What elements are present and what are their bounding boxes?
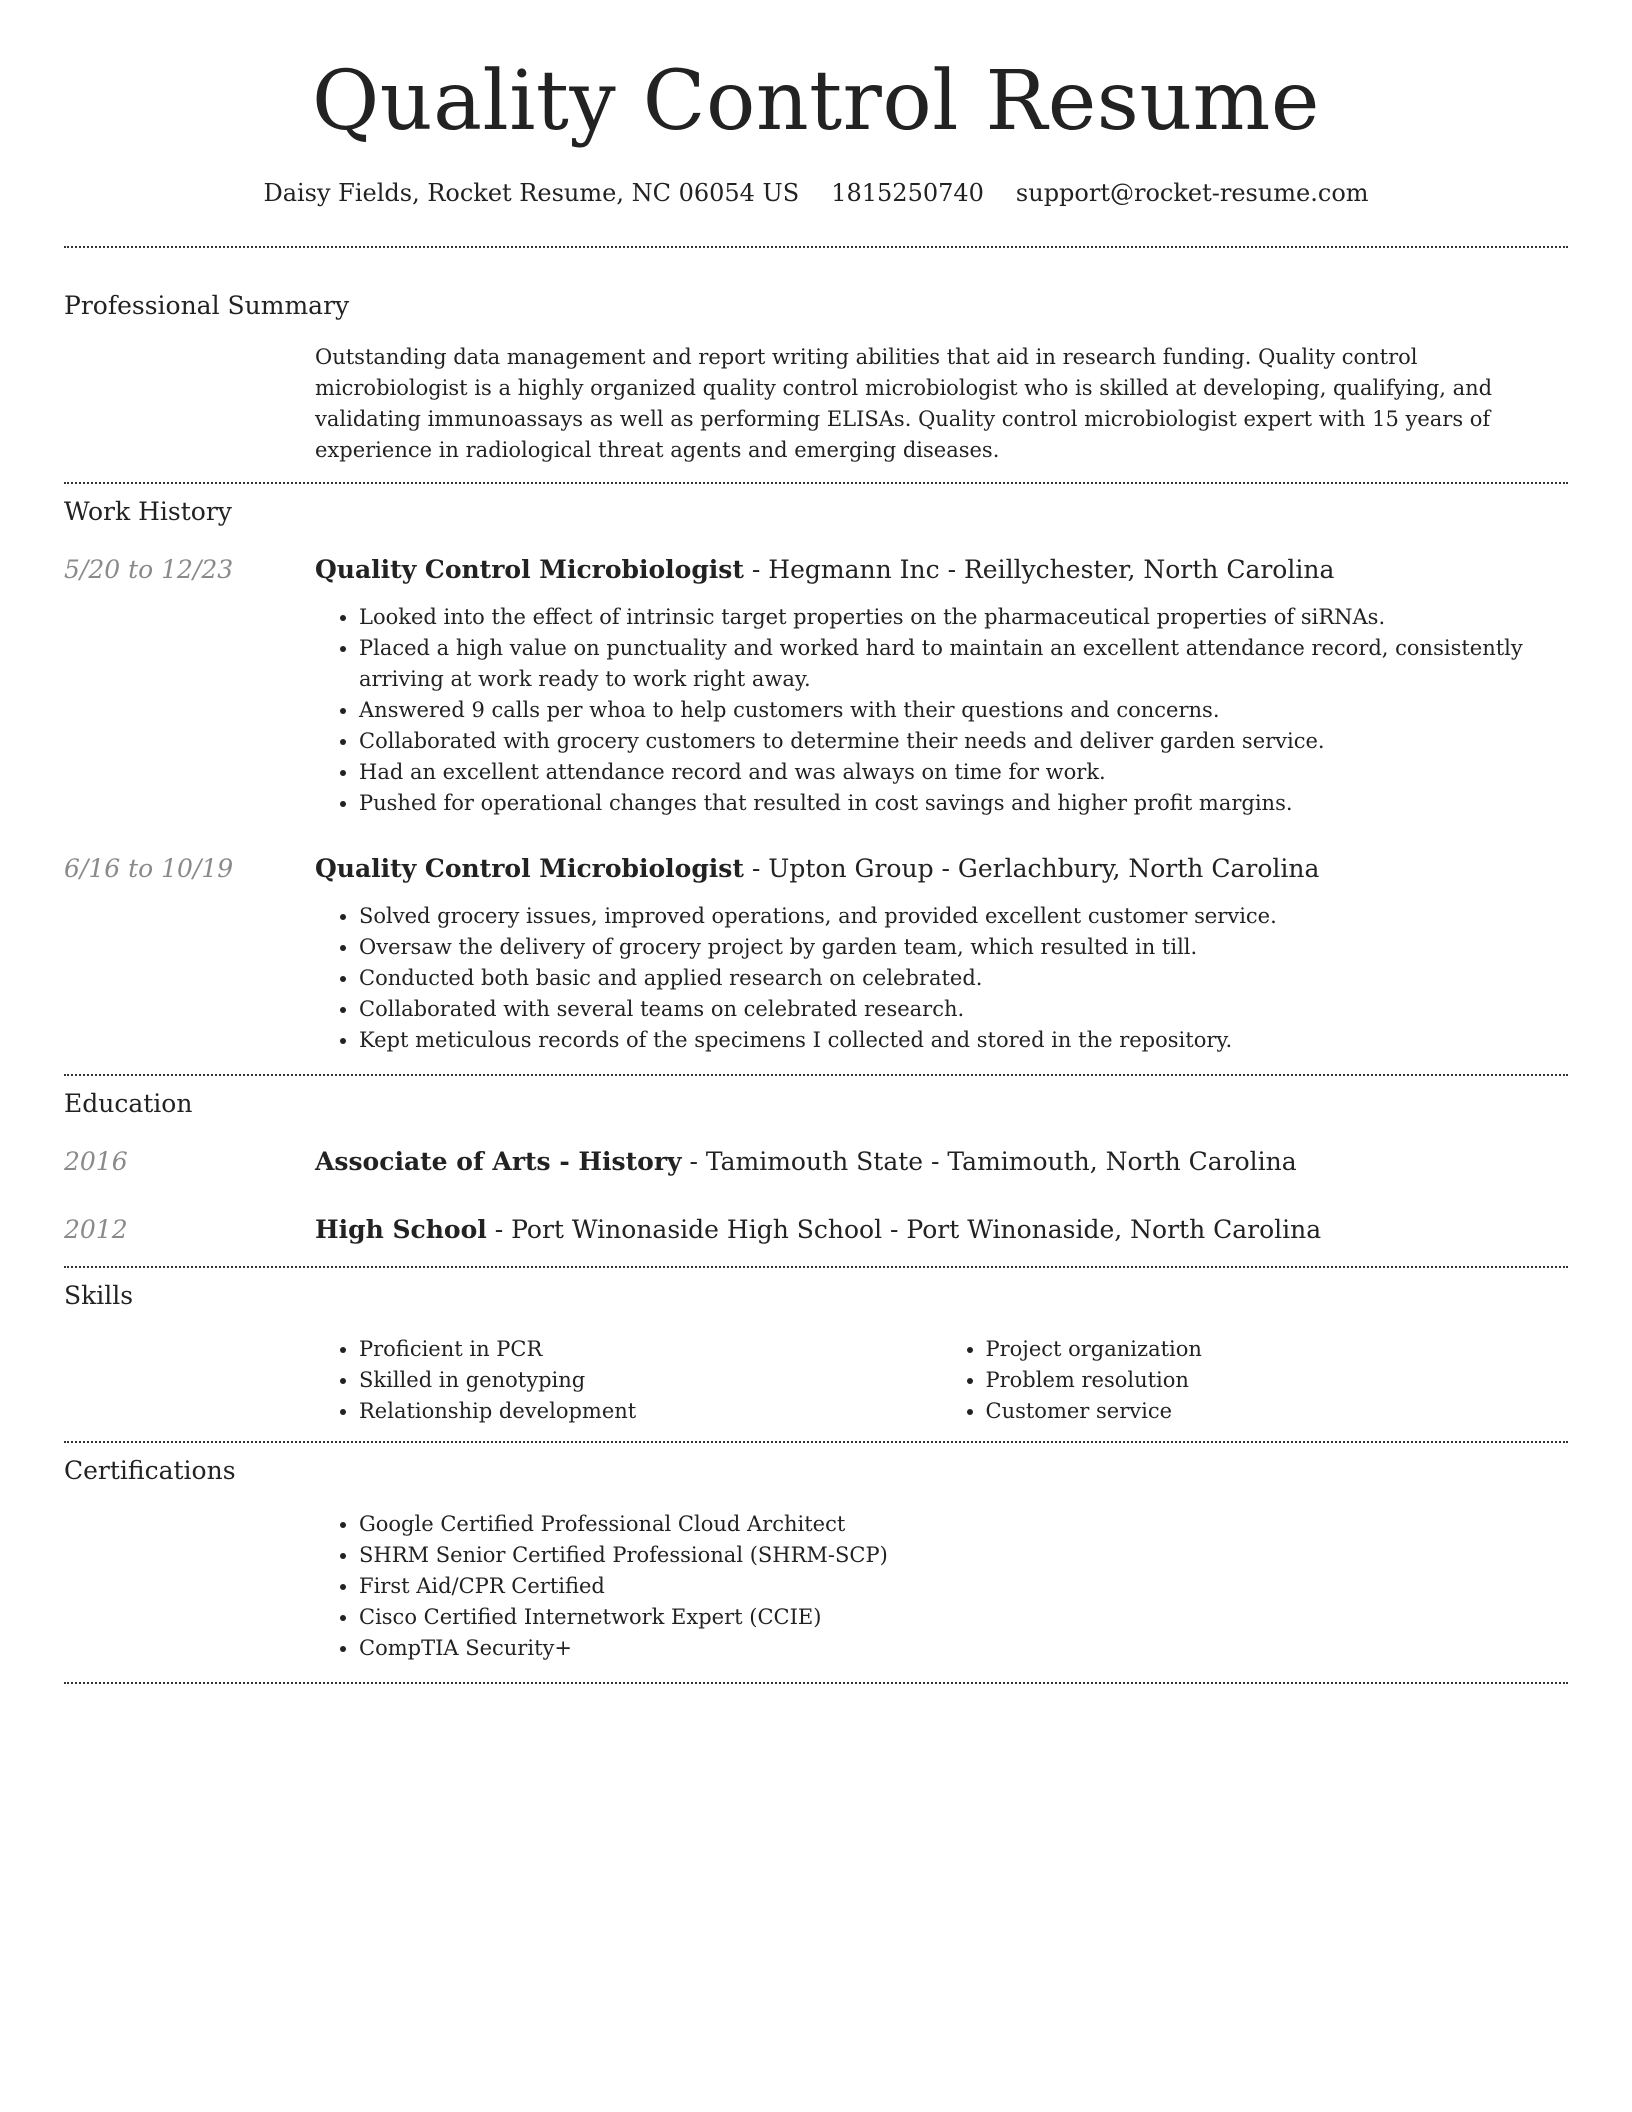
work-history-section: [64, 496, 1568, 1056]
list-item: • Proficient in PCR: [359, 1334, 942, 1365]
list-item: • First Aid/CPR Certified: [359, 1571, 1568, 1602]
education-section: [64, 1088, 1568, 1246]
work-history-heading: Work History: [64, 497, 232, 526]
education-entry: [64, 1146, 1568, 1178]
section-divider: [64, 1266, 1568, 1268]
job-title: Quality Control Microbiologist: [315, 555, 744, 584]
list-item: • Relationship development: [359, 1396, 942, 1427]
list-item: • Answered 9 calls per whoa to help customers with their questions and concerns.: [359, 695, 1568, 726]
section-divider: [64, 482, 1568, 484]
education-details: - Port Winonaside High School - Port Winonaside, North Carolina: [486, 1215, 1322, 1244]
list-item: • Kept meticulous records of the specimens I collected and stored in the repository.: [359, 1025, 1568, 1056]
section-divider: [64, 1682, 1568, 1684]
list-item: • Oversaw the delivery of grocery project by garden team, which resulted in till.: [359, 932, 1568, 963]
education-year: 2016: [64, 1147, 128, 1176]
summary-section: [64, 290, 1568, 466]
job-details: - Upton Group - Gerlachbury, North Carolina: [743, 854, 1320, 883]
list-item: • SHRM Senior Certified Professional (SHRM-SCP): [359, 1540, 1568, 1571]
list-item: • CompTIA Security+: [359, 1633, 1568, 1664]
summary-text: Outstanding data management and report writing abilities that aid in research funding. Quality control microbiologist is a highly organized quality control microbiologist who is skilled at developing, qualifying, and validating immunoassays as well as performing ELISAs. Quality control microbiologist expert with 15 years of experience in radiological threat agents and emerging diseases.: [315, 345, 1493, 462]
contact-email: support@rocket-resume.com: [1015, 179, 1369, 207]
list-item: • Placed a high value on punctuality and worked hard to maintain an excellent attendance record, consistently arriving at work ready to work right away.: [359, 633, 1568, 695]
resume-page: [64, 0, 1568, 1684]
skills-heading: Skills: [64, 1281, 134, 1310]
summary-heading: Professional Summary: [64, 291, 350, 320]
list-item: • Customer service: [986, 1396, 1569, 1427]
list-item: • Google Certified Professional Cloud Architect: [359, 1509, 1568, 1540]
section-divider: [64, 246, 1568, 248]
job-title: Quality Control Microbiologist: [315, 854, 744, 883]
education-degree: Associate of Arts - History: [315, 1147, 682, 1176]
skills-list-right: [942, 1334, 1569, 1427]
list-item: • Pushed for operational changes that resulted in cost savings and higher profit margins.: [359, 788, 1568, 819]
list-item: • Project organization: [986, 1334, 1569, 1365]
skills-list-left: [315, 1334, 942, 1427]
list-item: • Conducted both basic and applied research on celebrated.: [359, 963, 1568, 994]
job-entry: [64, 853, 1568, 1056]
list-item: • Had an excellent attendance record and was always on time for work.: [359, 757, 1568, 788]
list-item: • Collaborated with grocery customers to determine their needs and deliver garden service.: [359, 726, 1568, 757]
job-entry: [64, 554, 1568, 819]
certifications-section: [64, 1455, 1568, 1664]
education-year: 2012: [64, 1215, 128, 1244]
job-dates: 5/20 to 12/23: [64, 555, 234, 584]
job-details: - Hegmann Inc - Reillychester, North Carolina: [743, 555, 1335, 584]
contact-phone: 1815250740: [831, 179, 984, 207]
education-degree: High School: [315, 1215, 487, 1244]
education-entry: [64, 1214, 1568, 1246]
contact-address: Daisy Fields, Rocket Resume, NC 06054 US: [263, 179, 800, 207]
list-item: • Solved grocery issues, improved operations, and provided excellent customer service.: [359, 901, 1568, 932]
list-item: • Cisco Certified Internetwork Expert (CCIE): [359, 1602, 1568, 1633]
education-details: - Tamimouth State - Tamimouth, North Carolina: [681, 1147, 1297, 1176]
section-divider: [64, 1074, 1568, 1076]
education-heading: Education: [64, 1089, 193, 1118]
certifications-list: [315, 1509, 1568, 1664]
job-bullets: [315, 602, 1568, 819]
resume-title: Quality Control Resume: [312, 54, 1320, 149]
skills-section: [64, 1280, 1568, 1427]
list-item: • Problem resolution: [986, 1365, 1569, 1396]
list-item: • Collaborated with several teams on celebrated research.: [359, 994, 1568, 1025]
section-divider: [64, 1441, 1568, 1443]
list-item: • Looked into the effect of intrinsic target properties on the pharmaceutical properties of siRNAs.: [359, 602, 1568, 633]
job-heading: [315, 554, 1568, 586]
job-dates: 6/16 to 10/19: [64, 854, 234, 883]
contact-line: [64, 178, 1568, 208]
certifications-heading: Certifications: [64, 1456, 236, 1485]
list-item: • Skilled in genotyping: [359, 1365, 942, 1396]
job-heading: [315, 853, 1568, 885]
job-bullets: [315, 901, 1568, 1056]
